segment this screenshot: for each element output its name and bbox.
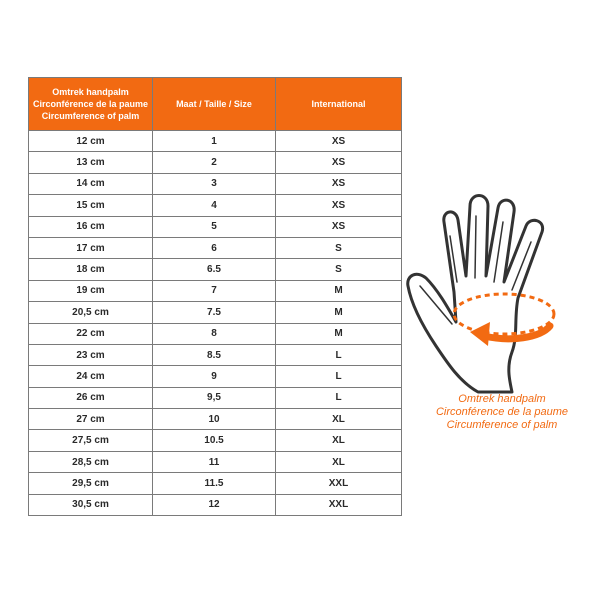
table-row (29, 430, 402, 451)
cell-international: S (276, 259, 402, 280)
header-line: Maat / Taille / Size (176, 99, 252, 109)
table-header-row (29, 78, 402, 131)
cell-palm-circumference: 13 cm (29, 152, 153, 173)
cell-palm-circumference: 15 cm (29, 195, 153, 216)
cell-international: M (276, 280, 402, 301)
cell-international: XL (276, 451, 402, 472)
header-line: Omtrek handpalm (52, 87, 129, 97)
cell-palm-circumference: 14 cm (29, 173, 153, 194)
cell-palm-circumference: 23 cm (29, 344, 153, 365)
table-row (29, 131, 402, 152)
cell-palm-circumference: 26 cm (29, 387, 153, 408)
table-row (29, 494, 402, 515)
cell-international: M (276, 302, 402, 323)
cell-size: 3 (153, 173, 276, 194)
caption-line: Circonférence de la paume (435, 406, 569, 418)
cell-palm-circumference: 24 cm (29, 366, 153, 387)
cell-international: M (276, 323, 402, 344)
cell-international: XS (276, 195, 402, 216)
cell-size: 6.5 (153, 259, 276, 280)
cell-international: XS (276, 131, 402, 152)
table-row (29, 280, 402, 301)
header-palm-circumference (29, 78, 153, 131)
table-row (29, 237, 402, 258)
cell-size: 8.5 (153, 344, 276, 365)
cell-size: 9 (153, 366, 276, 387)
cell-palm-circumference: 20,5 cm (29, 302, 153, 323)
caption-line: Circumference of palm (446, 419, 558, 431)
cell-size: 9,5 (153, 387, 276, 408)
cell-size: 8 (153, 323, 276, 344)
cell-international: XL (276, 409, 402, 430)
table-row (29, 259, 402, 280)
cell-international: XS (276, 173, 402, 194)
table-body (29, 131, 402, 516)
table-row (29, 195, 402, 216)
header-international (276, 78, 402, 131)
cell-international: XS (276, 216, 402, 237)
cell-palm-circumference: 27,5 cm (29, 430, 153, 451)
cell-palm-circumference: 22 cm (29, 323, 153, 344)
table-row (29, 387, 402, 408)
table-row (29, 173, 402, 194)
cell-size: 11.5 (153, 473, 276, 494)
table-row (29, 323, 402, 344)
cell-size: 12 (153, 494, 276, 515)
cell-palm-circumference: 30,5 cm (29, 494, 153, 515)
cell-international: L (276, 387, 402, 408)
cell-palm-circumference: 16 cm (29, 216, 153, 237)
cell-international: S (276, 237, 402, 258)
table-row (29, 366, 402, 387)
header-line: Circonférence de la paume (32, 99, 149, 109)
cell-international: XXL (276, 494, 402, 515)
cell-size: 1 (153, 131, 276, 152)
hand-outline-icon (400, 186, 590, 406)
table-row (29, 473, 402, 494)
cell-international: XXL (276, 473, 402, 494)
table-row (29, 344, 402, 365)
cell-international: L (276, 344, 402, 365)
cell-size: 10.5 (153, 430, 276, 451)
header-line: Circumference of palm (41, 111, 140, 121)
cell-palm-circumference: 12 cm (29, 131, 153, 152)
cell-palm-circumference: 28,5 cm (29, 451, 153, 472)
table-row (29, 409, 402, 430)
cell-international: L (276, 366, 402, 387)
cell-size: 7 (153, 280, 276, 301)
cell-size: 4 (153, 195, 276, 216)
caption-line: Omtrek handpalm (458, 393, 546, 405)
table-row (29, 152, 402, 173)
header-line: International (311, 99, 366, 109)
cell-palm-circumference: 18 cm (29, 259, 153, 280)
cell-palm-circumference: 17 cm (29, 237, 153, 258)
cell-size: 10 (153, 409, 276, 430)
cell-palm-circumference: 27 cm (29, 409, 153, 430)
table-row (29, 451, 402, 472)
cell-size: 11 (153, 451, 276, 472)
cell-palm-circumference: 19 cm (29, 280, 153, 301)
cell-size: 2 (153, 152, 276, 173)
cell-size: 7.5 (153, 302, 276, 323)
table-row (29, 216, 402, 237)
table-row (29, 302, 402, 323)
cell-size: 5 (153, 216, 276, 237)
cell-size: 6 (153, 237, 276, 258)
cell-international: XL (276, 430, 402, 451)
header-size (153, 78, 276, 131)
cell-palm-circumference: 29,5 cm (29, 473, 153, 494)
cell-international: XS (276, 152, 402, 173)
hand-caption (414, 393, 590, 432)
size-table (28, 77, 402, 516)
